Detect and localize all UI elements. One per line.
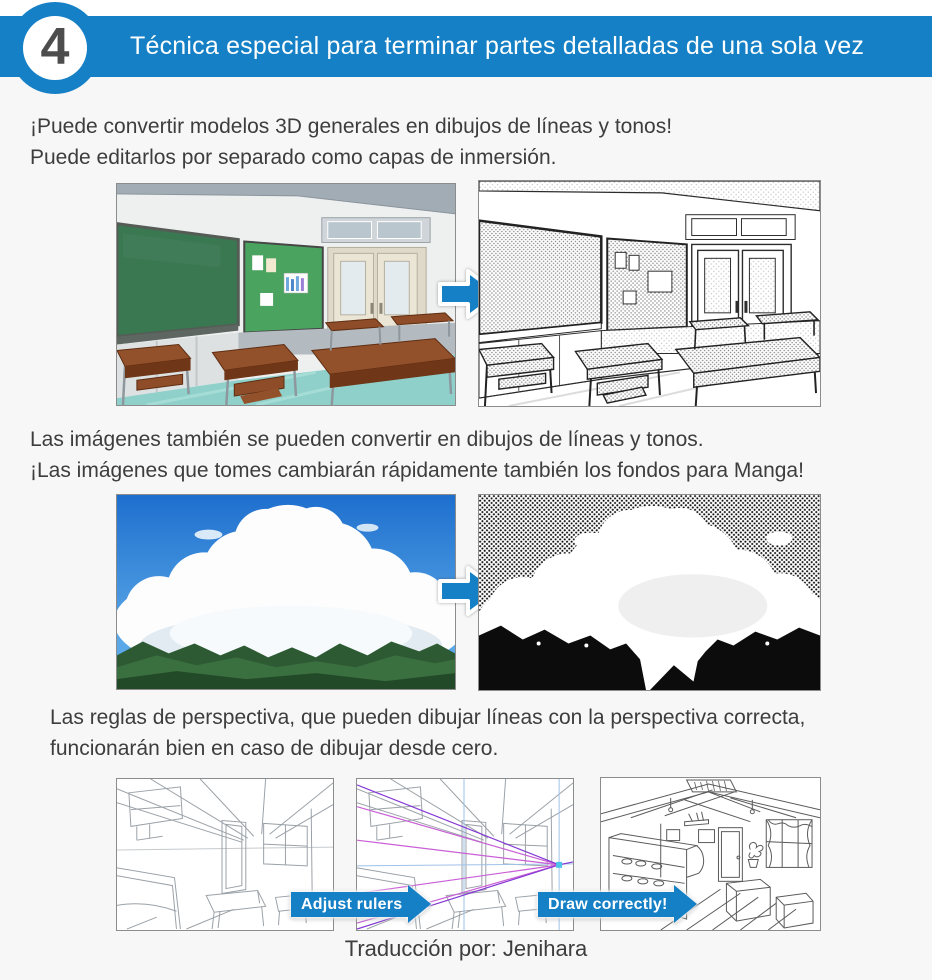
label-arrowhead-icon — [408, 885, 431, 923]
image-cloud-photo — [116, 494, 456, 690]
step-number: 4 — [40, 18, 70, 76]
paragraph-line: ¡Puede convertir modelos 3D generales en dibujos de líneas y tonos! — [30, 115, 673, 138]
image-classroom-3d-color — [116, 183, 456, 406]
step-number-circle — [23, 16, 87, 80]
paragraph-line: Las imágenes también se pueden convertir en dibujos de líneas y tonos. — [30, 428, 704, 451]
draw-correctly-label-arrow — [538, 885, 697, 923]
translation-credit: Traducción por: Jenihara — [344, 936, 588, 961]
image-cloud-halftone — [478, 494, 821, 691]
top-strip — [0, 0, 932, 16]
paragraph-images — [30, 424, 804, 486]
label-arrowhead-icon — [674, 885, 697, 923]
page-title: Técnica especial para terminar partes detalladas de una sola vez — [130, 32, 865, 60]
paragraph-line: Las reglas de perspectiva, que pueden dibujar líneas con la perspectiva correcta, — [50, 706, 806, 729]
draw-correctly-label: Draw correctly! — [538, 892, 674, 917]
adjust-rulers-label: Adjust rulers — [291, 892, 408, 917]
image-classroom-line-tone — [478, 180, 821, 407]
paragraph-perspective — [50, 702, 805, 764]
paragraph-line: ¡Las imágenes que tomes cambiarán rápidamente también los fondos para Manga! — [30, 459, 804, 482]
adjust-rulers-label-arrow — [291, 885, 431, 923]
paragraph-line: funcionarán bien en caso de dibujar desde cero. — [50, 737, 499, 760]
paragraph-line: Puede editarlos por separado como capas de inmersión. — [30, 146, 557, 169]
paragraph-3d-models — [30, 111, 672, 173]
step-number-badge — [9, 2, 101, 94]
header-banner — [0, 16, 932, 77]
